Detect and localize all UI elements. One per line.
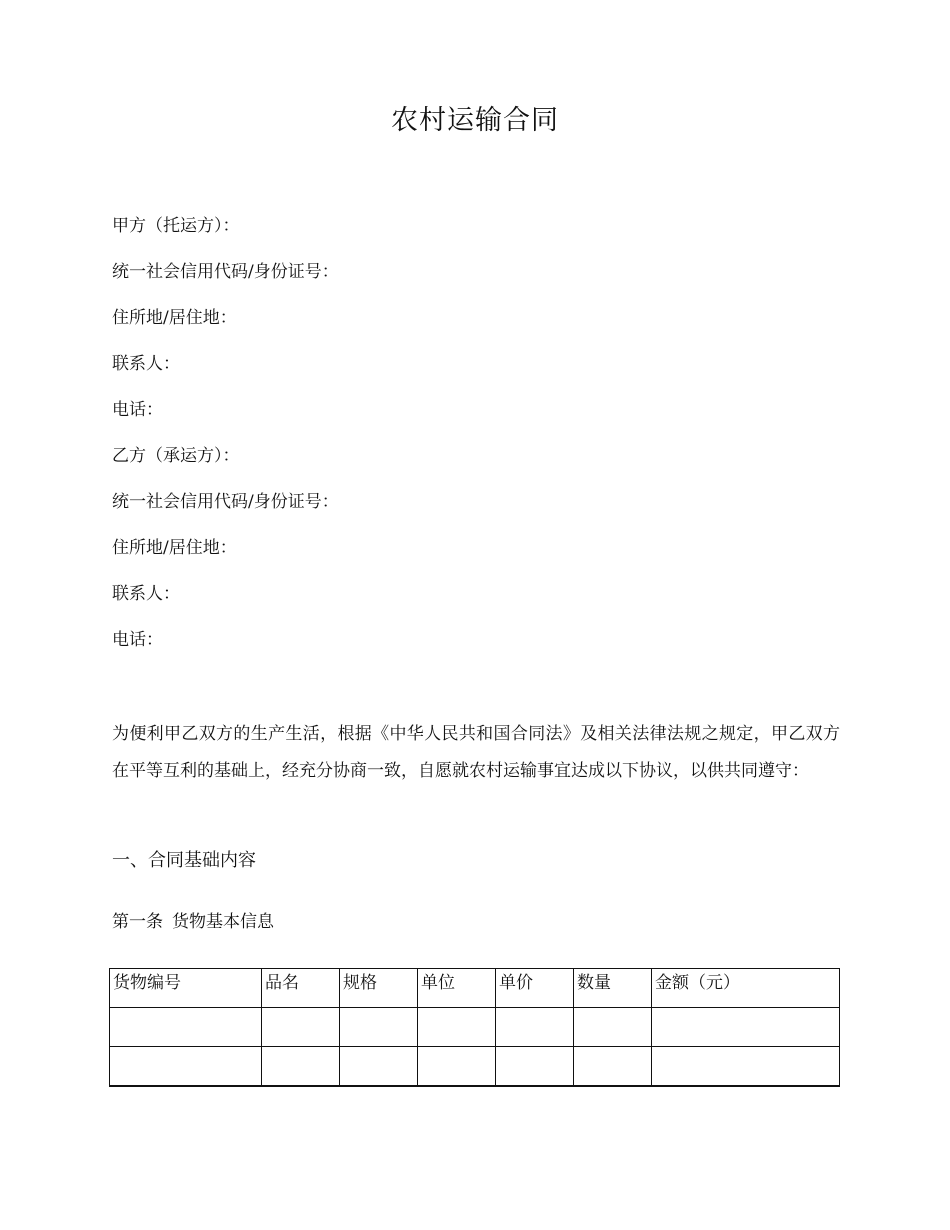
party-a-phone-label: 电话： [112,400,163,420]
table-cell [340,1008,418,1047]
table-cell [340,1047,418,1086]
party-b-contact-label: 联系人： [112,584,180,604]
table-cell [574,1008,652,1047]
header-cell: 货物编号 [110,969,262,1008]
section-heading: 一、合同基础内容 [112,850,256,871]
table-header-row [110,969,840,1008]
party-b-name-label: 乙方（承运方）： [112,446,240,466]
table-cell [652,1008,840,1047]
table-cell [496,1008,574,1047]
party-b-phone-label: 电话： [112,630,163,650]
party-b-address-label: 住所地/居住地： [112,538,237,558]
table-cell [110,1047,262,1086]
goods-table [109,968,840,1087]
table-row [110,1008,840,1047]
party-a-contact-label: 联系人： [112,354,180,374]
preamble-paragraph: 为便利甲乙双方的生产生活，根据《中华人民共和国合同法》及相关法律法规之规定，甲乙双方在平等互利的基础上，经充分协商一致，自愿就农村运输事宜达成以下协议，以供共同遵守： [112,724,840,781]
article-title: 货物基本信息 [172,912,274,932]
header-cell: 规格 [340,969,418,1008]
table-cell [496,1047,574,1086]
article-number: 第一条 [112,912,163,932]
table-row [110,1047,840,1086]
header-cell: 品名 [262,969,340,1008]
table-cell [110,1008,262,1047]
table-cell [418,1047,496,1086]
header-cell: 单价 [496,969,574,1008]
party-b-id-label: 统一社会信用代码/身份证号： [112,492,339,512]
document-title: 农村运输合同 [391,105,559,136]
table-cell [262,1008,340,1047]
party-a-name-label: 甲方（托运方）： [112,216,240,236]
party-a-id-label: 统一社会信用代码/身份证号： [112,262,339,282]
table-cell [574,1047,652,1086]
party-a-address-label: 住所地/居住地： [112,308,237,328]
table-cell [262,1047,340,1086]
header-cell: 单位 [418,969,496,1008]
table-cell [652,1047,840,1086]
article-heading [112,907,274,937]
header-cell: 金额（元） [652,969,840,1008]
party-info-block [112,211,842,671]
table-cell [418,1008,496,1047]
header-cell: 数量 [574,969,652,1008]
